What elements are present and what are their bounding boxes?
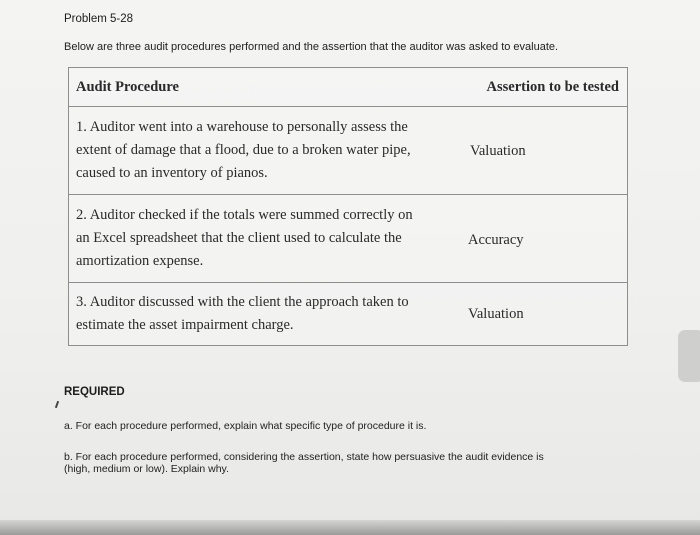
- assertion-cell: Valuation: [468, 306, 524, 322]
- procedure-line: an Excel spreadsheet that the client used to calculate the: [76, 230, 402, 246]
- procedure-line: extent of damage that a flood, due to a broken water pipe,: [76, 142, 411, 158]
- audit-procedures-table: [68, 67, 628, 346]
- header-audit-procedure: Audit Procedure: [76, 79, 179, 95]
- table-row: [69, 283, 627, 345]
- pencil-mark: [55, 401, 59, 408]
- table-row: [69, 107, 627, 195]
- requirement-b-line: b. For each procedure performed, considering the assertion, state how persuasive the audit evidence is: [64, 451, 544, 463]
- assertion-cell: Accuracy: [468, 232, 524, 248]
- procedure-line: 2. Auditor checked if the totals were summed correctly on: [76, 207, 413, 223]
- table-header-row: [69, 68, 627, 107]
- bottom-shadow: [0, 520, 700, 535]
- problem-title: Problem 5-28: [64, 13, 134, 25]
- procedure-line: amortization expense.: [76, 253, 204, 269]
- procedure-cell: [76, 291, 471, 337]
- assertion-cell: Valuation: [470, 143, 526, 159]
- procedure-line: estimate the asset impairment charge.: [76, 317, 294, 333]
- screen-edge-tab: [678, 330, 700, 382]
- procedure-line: caused to an inventory of pianos.: [76, 165, 268, 181]
- requirement-b-line: (high, medium or low). Explain why.: [64, 463, 229, 475]
- requirement-b: [64, 451, 624, 475]
- procedure-line: 3. Auditor discussed with the client the approach taken to: [76, 294, 409, 310]
- procedure-line: 1. Auditor went into a warehouse to personally assess the: [76, 119, 408, 135]
- procedure-cell: [76, 204, 471, 273]
- table-row: [69, 195, 627, 283]
- required-heading: REQUIRED: [64, 386, 125, 398]
- requirement-a: a. For each procedure performed, explain what specific type of procedure it is.: [64, 420, 427, 432]
- header-assertion: Assertion to be tested: [486, 79, 619, 95]
- problem-intro: Below are three audit procedures performed and the assertion that the auditor was asked to evaluate.: [64, 41, 559, 53]
- procedure-cell: [76, 116, 471, 185]
